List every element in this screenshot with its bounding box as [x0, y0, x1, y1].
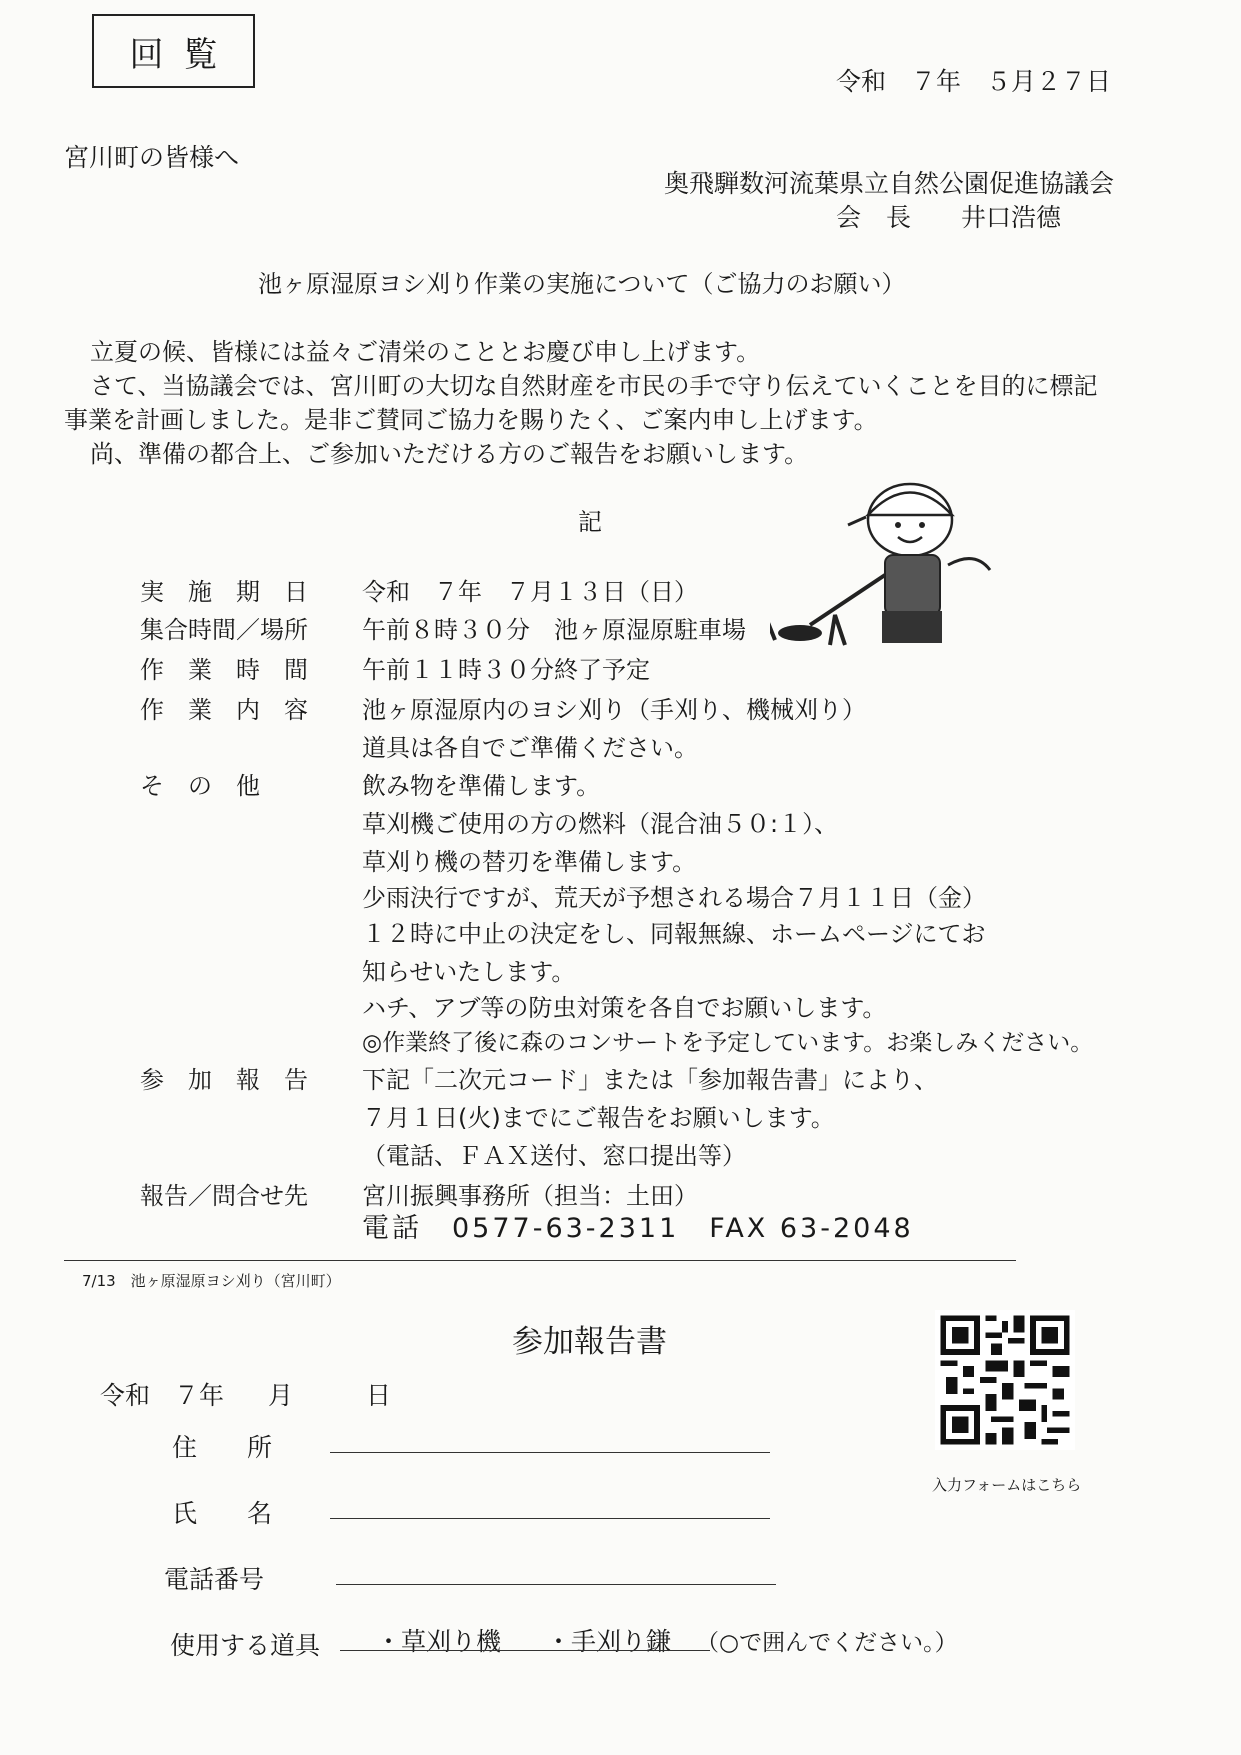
issue-date: 令和 ７年 ５月２７日: [836, 67, 1112, 96]
notice-title: 池ヶ原湿原ヨシ刈り作業の実施について（ご協力のお願い）: [258, 270, 906, 298]
recipient: 宮川町の皆様へ: [64, 143, 240, 172]
value-other-4: 少雨決行ですが、荒天が予想される場合７月１１日（金）: [362, 884, 986, 912]
form-year: ７年: [174, 1381, 225, 1410]
value-other-6: 知らせいたします。: [362, 958, 576, 986]
phone-field[interactable]: [336, 1584, 776, 1585]
form-title: 参加報告書: [512, 1324, 667, 1360]
tool-note: （○で囲んでください。）: [696, 1630, 958, 1656]
label-meet: 集合時間／場所: [140, 616, 308, 644]
phone-label: 電話番号: [164, 1565, 265, 1594]
worker-illustration: [770, 475, 1040, 675]
value-meet: 午前８時３０分 池ヶ原湿原駐車場: [362, 616, 746, 644]
value-other-7: ハチ、アブ等の防虫対策を各自でお願いします。: [362, 994, 887, 1022]
value-other-2: 草刈機ご使用の方の燃料（混合油５０:１）、: [362, 810, 839, 838]
label-contact: 報告／問合せ先: [140, 1182, 308, 1210]
form-month: 月: [268, 1381, 294, 1410]
label-date: 実 施 期 日: [140, 578, 308, 606]
form-era: 令和: [100, 1381, 151, 1410]
name-field[interactable]: [330, 1518, 770, 1519]
label-report: 参 加 報 告: [140, 1066, 308, 1094]
address-field[interactable]: [330, 1452, 770, 1453]
label-other: そ の 他: [140, 772, 260, 800]
qr-code[interactable]: [935, 1310, 1075, 1450]
cut-label: 7/13 池ヶ原湿原ヨシ刈り（宮川町）: [82, 1272, 341, 1290]
value-report-1: 下記「二次元コード」または「参加報告書」により、: [362, 1066, 938, 1094]
value-other-8: ◎作業終了後に森のコンサートを予定しています。お楽しみください。: [362, 1030, 1094, 1056]
value-work-1: 池ヶ原湿原内のヨシ刈り（手刈り、機械刈り）: [362, 696, 866, 724]
value-other-5: １２時に中止の決定をし、同報無線、ホームページにてお: [362, 920, 986, 948]
tool-option-sickle[interactable]: ・手刈り鎌: [546, 1627, 672, 1656]
body-line-4: 尚、準備の都合上、ご参加いただける方のご報告をお願いします。: [90, 440, 809, 468]
value-other-3: 草刈り機の替刃を準備します。: [362, 848, 697, 876]
label-time: 作 業 時 間: [140, 656, 308, 684]
value-other-1: 飲み物を準備します。: [362, 772, 601, 800]
value-time: 午前１１時３０分終了予定: [362, 656, 650, 684]
value-work-2: 道具は各自でご準備ください。: [362, 734, 698, 762]
body-line-1: 立夏の候、皆様には益々ご清栄のこととお慶び申し上げます。: [90, 338, 761, 366]
value-report-3: （電話、ＦＡＸ送付、窓口提出等）: [362, 1142, 746, 1170]
body-line-2: さて、当協議会では、宮川町の大切な自然財産を市民の手で守り伝えていくことを目的に標記: [90, 372, 1098, 400]
name-label: 氏 名: [172, 1499, 273, 1528]
president: 会 長 井口浩德: [836, 203, 1062, 232]
body-line-3: 事業を計画しました。是非ご賛同ご協力を賜りたく、ご案内申し上げます。: [64, 406, 878, 434]
tool-underline: [340, 1650, 710, 1651]
value-date: 令和 ７年 ７月１３日（日）: [362, 578, 698, 606]
ki-mark: 記: [578, 508, 602, 536]
qr-caption: 入力フォームはこちら: [932, 1476, 1082, 1494]
label-work: 作 業 内 容: [140, 696, 308, 724]
organization: 奥飛騨数河流葉県立自然公園促進協議会: [664, 169, 1115, 198]
tool-option-brushcutter[interactable]: ・草刈り機: [376, 1627, 502, 1656]
cut-line: [64, 1260, 1016, 1261]
address-label: 住 所: [172, 1433, 273, 1462]
value-contact-1: 宮川振興事務所（担当：土田）: [362, 1182, 698, 1210]
form-day: 日: [366, 1381, 392, 1410]
tool-label: 使用する道具: [170, 1631, 321, 1660]
kairan-stamp: 回覧: [92, 14, 255, 88]
value-report-2: ７月１日(火)までにご報告をお願いします。: [362, 1104, 835, 1132]
value-contact-2: 電話 0577-63-2311 FAX 63-2048: [362, 1213, 914, 1244]
